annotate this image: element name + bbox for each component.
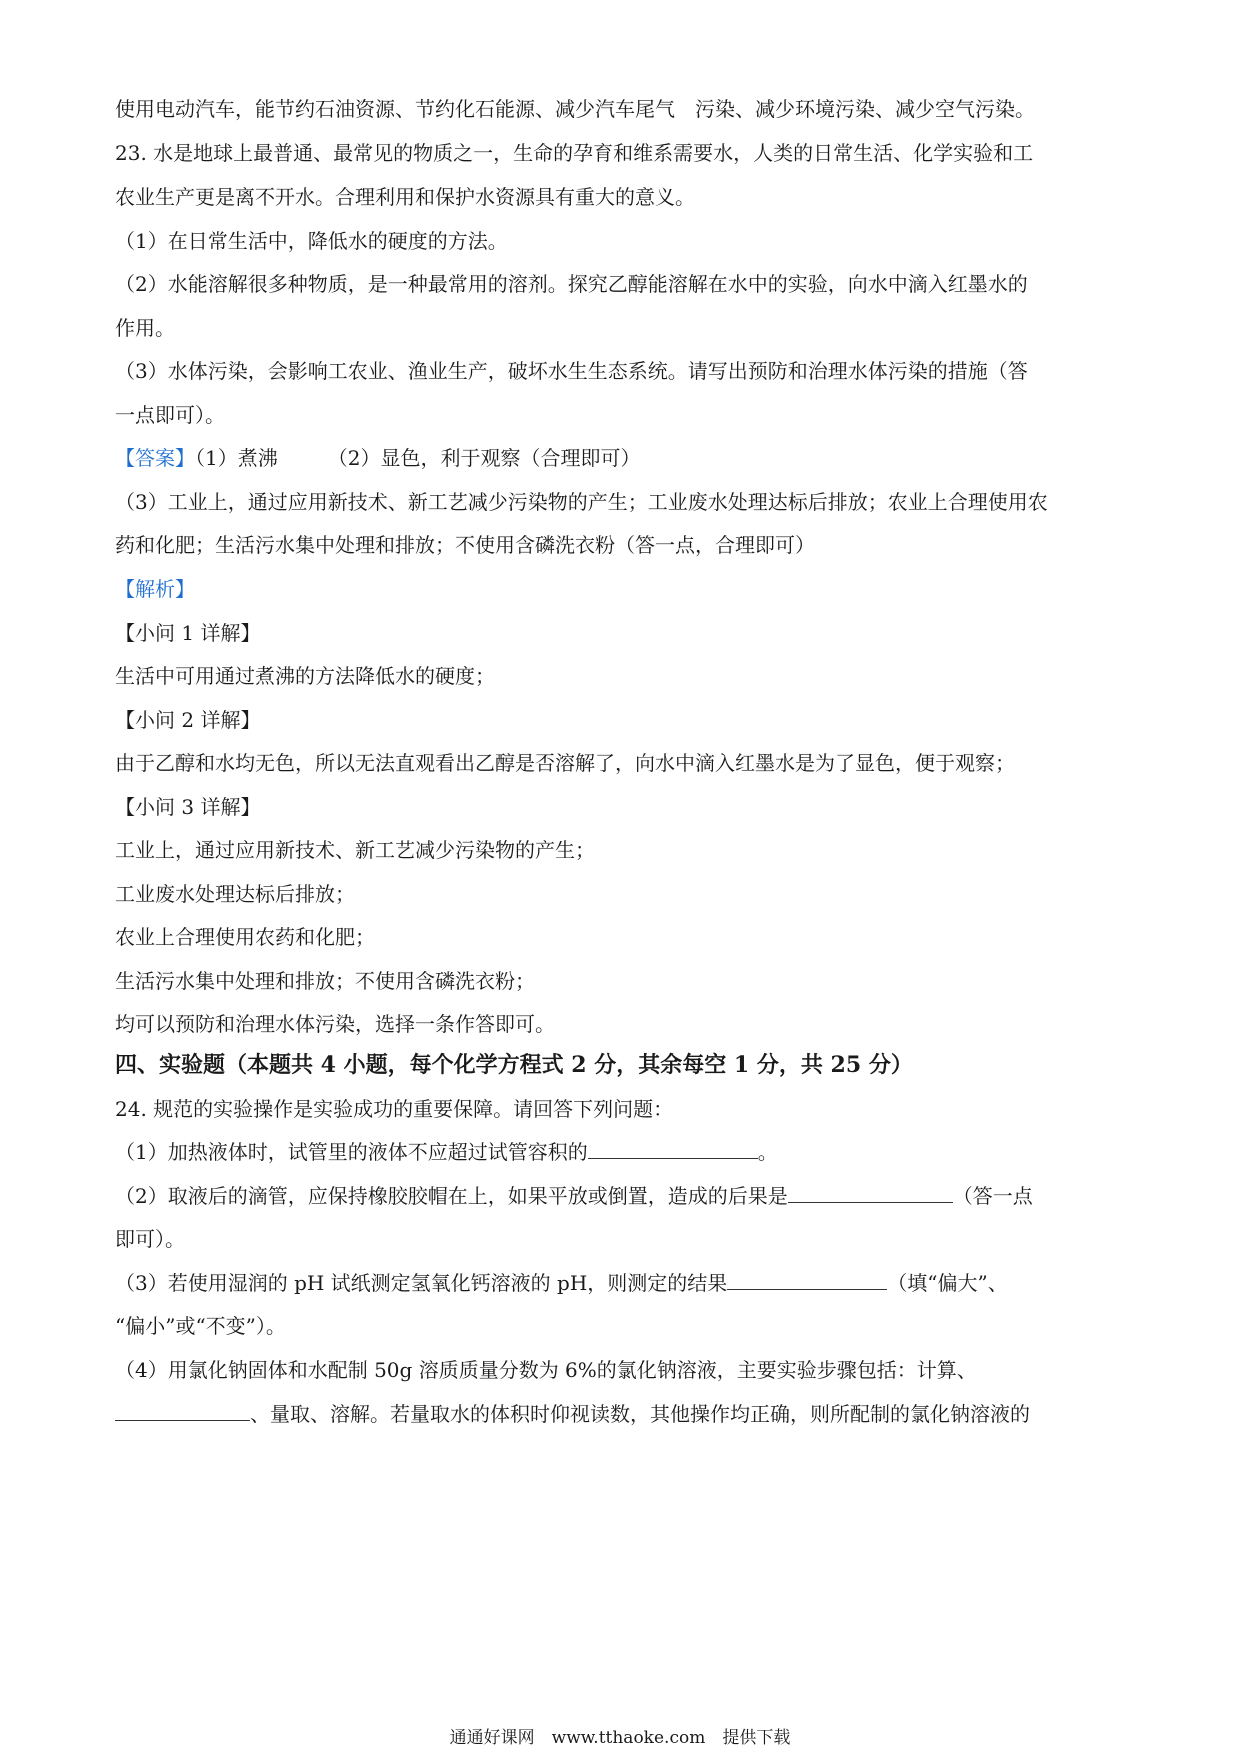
question-text: （填“偏大”、 <box>887 1271 1008 1295</box>
question-24-part-1 <box>115 1138 1130 1166</box>
question-24-stem: 24. 规范的实验操作是实验成功的重要保障。请回答下列问题： <box>115 1097 674 1121</box>
question-text: （2）取液后的滴管，应保持橡胶胶帽在上，如果平放或倒置，造成的后果是 <box>115 1184 788 1208</box>
question-text: （答一点 <box>952 1184 1033 1208</box>
sub-question-heading: 【小问 1 详解】 <box>115 621 261 645</box>
paragraph-line: 工业上，通过应用新技术、新工艺减少污染物的产生； <box>115 838 595 862</box>
question-24-part-4: （4）用氯化钠固体和水配制 50g 溶质质量分数为 6%的氯化钠溶液，主要实验步骤包括：计算、 <box>115 1358 977 1382</box>
question-text: （3）若使用湿润的 pH 试纸测定氢氧化钙溶液的 pH，则测定的结果 <box>115 1271 728 1295</box>
question-23-part-2: （2）水能溶解很多种物质，是一种最常用的溶剂。探究乙醇能溶解在水中的实验，向水中滴入红墨水的 <box>115 272 1028 296</box>
sub-question-heading: 【小问 2 详解】 <box>115 708 261 732</box>
answer-line <box>115 444 1130 472</box>
paragraph-line: 均可以预防和治理水体污染，选择一条作答即可。 <box>115 1012 555 1036</box>
paragraph-line: 农业上合理使用农药和化肥； <box>115 925 375 949</box>
paragraph-line: 即可）。 <box>115 1227 185 1251</box>
answer-text: （1）煮沸 （2）显色，利于观察（合理即可） <box>195 446 641 470</box>
analysis-tag: 【解析】 <box>115 577 195 601</box>
question-23-part-1: （1）在日常生活中，降低水的硬度的方法。 <box>115 229 508 253</box>
footer-text: 通通好课网 www.tthaoke.com 提供下载 <box>449 1728 791 1748</box>
section-heading: 四、实验题（本题共 4 小题，每个化学方程式 2 分，其余每空 1 分，共 25 分） <box>115 1052 913 1078</box>
paragraph-line: 生活中可用通过煮沸的方法降低水的硬度； <box>115 664 495 688</box>
paragraph-line: 使用电动汽车，能节约石油资源、节约化石能源、减少汽车尾气 污染、减少环境污染、减少空气污染。 <box>115 97 1035 121</box>
paragraph-line: 由于乙醇和水均无色，所以无法直观看出乙醇是否溶解了，向水中滴入红墨水是为了显色，便于观察； <box>115 751 1015 775</box>
paragraph-line: 药和化肥；生活污水集中处理和排放；不使用含磷洗衣粉（答一点，合理即可） <box>115 533 815 557</box>
paragraph-line: 农业生产更是离不开水。合理利用和保护水资源具有重大的意义。 <box>115 185 695 209</box>
answer-blank[interactable] <box>588 1138 758 1159</box>
question-23-part-3: （3）水体污染，会影响工农业、渔业生产，破坏水生生态系统。请写出预防和治理水体污染的措施（答 <box>115 359 1028 383</box>
sub-question-heading: 【小问 3 详解】 <box>115 795 261 819</box>
answer-tag: 【答案】 <box>115 446 195 470</box>
answer-blank[interactable] <box>115 1400 250 1421</box>
question-24-part-3 <box>115 1269 1130 1297</box>
paragraph-line: 生活污水集中处理和排放；不使用含磷洗衣粉； <box>115 969 535 993</box>
question-text: 、量取、溶解。若量取水的体积时仰视读数，其他操作均正确，则所配制的氯化钠溶液的 <box>250 1402 1030 1426</box>
question-text: （1）加热液体时，试管里的液体不应超过试管容积的 <box>115 1140 588 1164</box>
paragraph-line: 一点即可）。 <box>115 403 225 427</box>
answer-part-3: （3）工业上，通过应用新技术、新工艺减少污染物的产生；工业废水处理达标后排放；农业上合理使用农 <box>115 490 1048 514</box>
question-23-stem: 23. 水是地球上最普通、最常见的物质之一，生命的孕育和维系需要水，人类的日常生活、化学实验和工 <box>115 141 1034 165</box>
question-24-part-2 <box>115 1182 1130 1210</box>
answer-blank[interactable] <box>727 1269 887 1290</box>
answer-blank[interactable] <box>788 1182 953 1203</box>
question-24-part-4-cont <box>115 1400 1130 1428</box>
paragraph-line: 作用。 <box>115 316 175 340</box>
paragraph-line: 工业废水处理达标后排放； <box>115 882 355 906</box>
paragraph-line: “偏小”或“不变”）。 <box>115 1314 286 1338</box>
question-text: 。 <box>757 1140 778 1164</box>
